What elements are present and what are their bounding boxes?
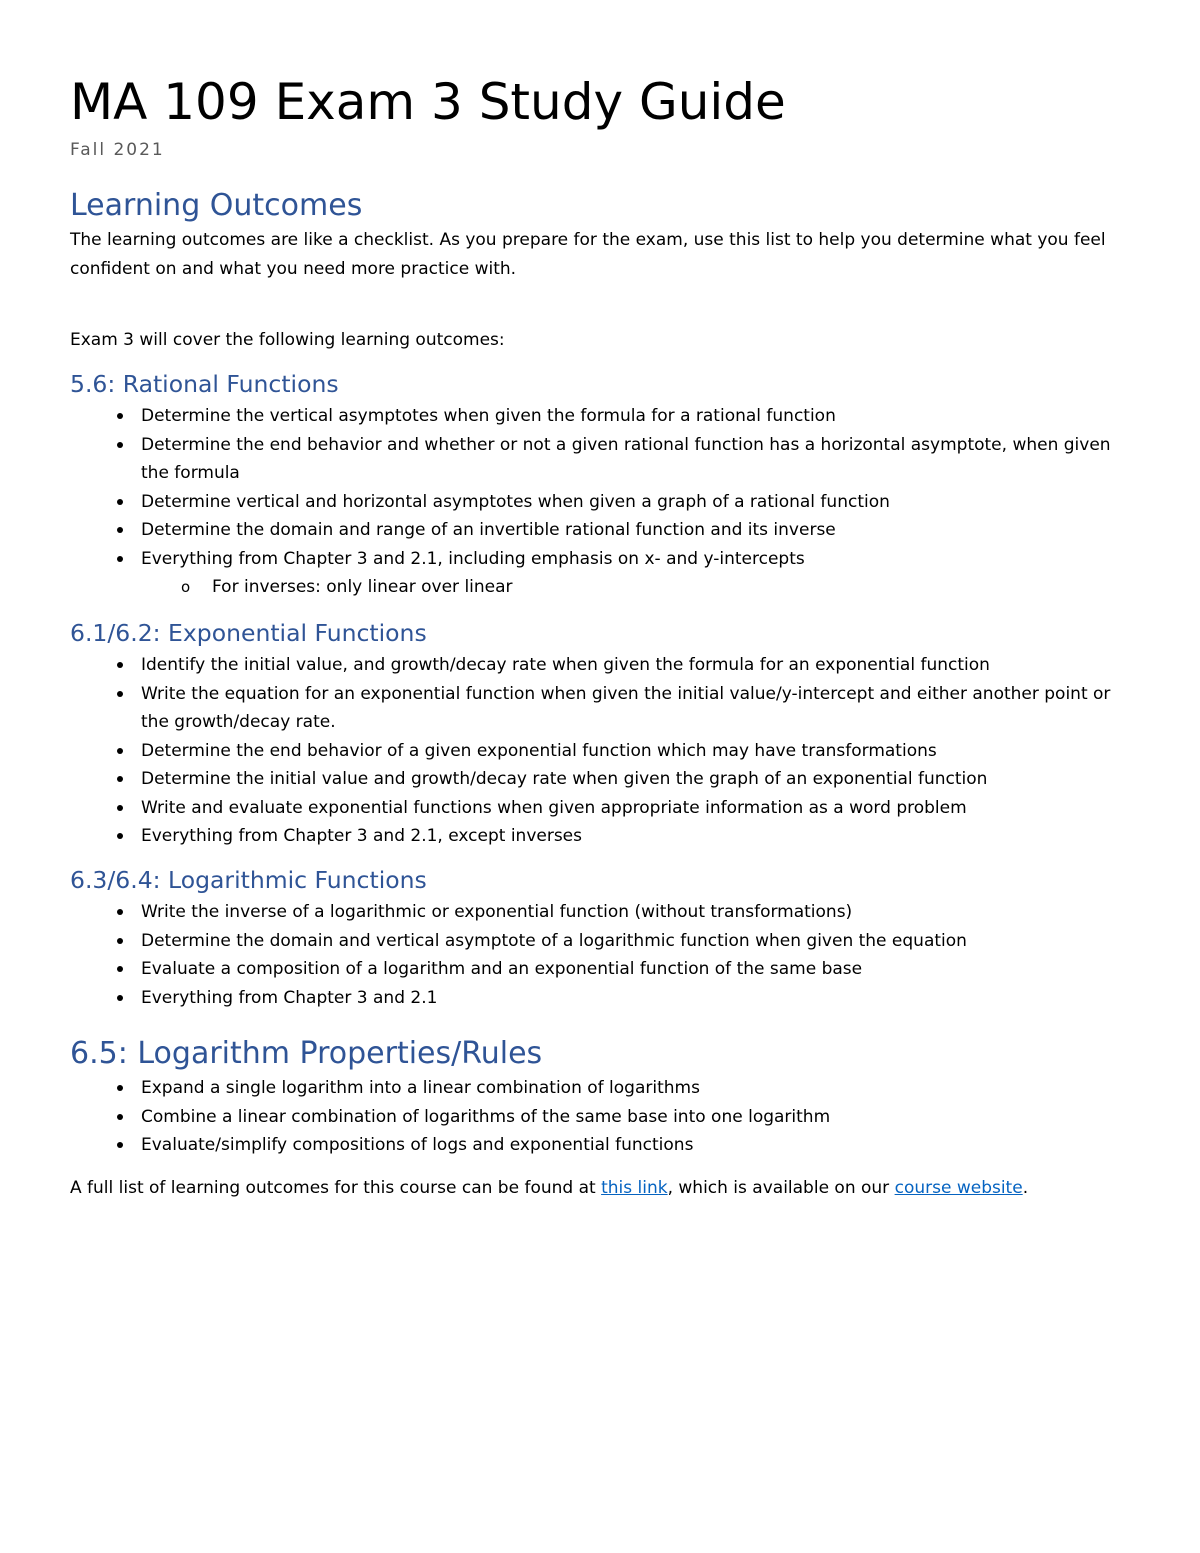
section-heading-rational-functions: 5.6: Rational Functions [70,370,339,398]
bullet-icon [117,662,123,668]
list-item [70,1103,1130,1132]
sub-list-item-text: For inverses: only linear over linear [212,577,513,597]
bullet-icon [117,805,123,811]
list-item [70,927,1130,956]
document-subtitle: Fall 2021 [70,140,165,160]
bullet-icon [117,938,123,944]
list-item [70,822,1130,851]
footer-text-before: A full list of learning outcomes for this course can be found at [70,1178,602,1198]
footer-paragraph [70,1174,1130,1203]
list-item-text: Everything from Chapter 3 and 2.1, except inverses [141,826,582,846]
list-item [70,1131,1130,1160]
bullet-icon [117,776,123,782]
bullet-icon [117,442,123,448]
list-item [70,516,1130,545]
list-item [70,545,1130,574]
list-item [70,488,1130,517]
bullet-icon [117,527,123,533]
list-item-text: Evaluate a composition of a logarithm and an exponential function of the same base [141,959,863,979]
list-item-text: Determine the vertical asymptotes when given the formula for a rational function [141,406,836,426]
document-title: MA 109 Exam 3 Study Guide [70,73,786,131]
section-heading-logarithmic-functions: 6.3/6.4: Logarithmic Functions [70,866,427,894]
bullet-icon [117,1142,123,1148]
bullet-icon [117,1114,123,1120]
sub-list-item [70,573,1130,602]
list-item-text: Evaluate/simplify compositions of logs and exponential functions [141,1135,694,1155]
list-item-text: Combine a linear combination of logarithms of the same base into one logarithm [141,1106,831,1127]
list-item-text: Determine the initial value and growth/decay rate when given the graph of an exponential function [141,769,988,789]
list-item-text: Write and evaluate exponential functions when given appropriate information as a word problem [141,797,967,818]
logarithmic-functions-list [70,898,1130,1012]
list-item-text: Identify the initial value, and growth/decay rate when given the formula for an exponential function [141,655,990,675]
list-item-text: Write the inverse of a logarithmic or exponential function (without transformations) [141,902,853,922]
bullet-icon [117,499,123,505]
list-item [70,402,1130,431]
intro-paragraph: The learning outcomes are like a checklist. As you prepare for the exam, use this list to help you determine what you feel confident on and what you need more practice with. [70,230,1106,279]
bullet-icon [117,909,123,915]
list-item-text: Determine the domain and vertical asymptote of a logarithmic function when given the equation [141,930,967,951]
learning-outcomes-heading: Learning Outcomes [70,188,363,223]
footer-text-after: . [1022,1178,1029,1198]
list-item [70,898,1130,927]
bullet-icon [117,556,123,562]
list-item [70,431,1130,488]
list-item [70,984,1130,1013]
bullet-icon [117,413,123,419]
bullet-icon [117,966,123,972]
this-link[interactable]: this link [601,1178,668,1198]
list-item-text: Everything from Chapter 3 and 2.1, including emphasis on x- and y-intercepts [141,548,805,569]
list-item-text: Determine the end behavior and whether or not a given rational function has a horizontal asymptote, when given the formula [141,434,1111,483]
list-item [70,680,1130,737]
list-item [70,1074,1130,1103]
section-heading-logarithm-properties: 6.5: Logarithm Properties/Rules [70,1036,543,1071]
list-item-text: Determine vertical and horizontal asymptotes when given a graph of a rational function [141,491,890,512]
bullet-icon [117,691,123,697]
course-website-link[interactable]: course website [894,1178,1023,1198]
bullet-icon [117,995,123,1001]
list-item-text: Everything from Chapter 3 and 2.1 [141,987,438,1008]
list-item [70,765,1130,794]
hollow-bullet-icon: o [181,578,191,596]
list-item-text: Expand a single logarithm into a linear combination of logarithms [141,1078,700,1098]
list-item [70,651,1130,680]
list-item [70,794,1130,823]
list-item [70,737,1130,766]
logarithm-properties-list [70,1074,1130,1160]
bullet-icon [117,1085,123,1091]
list-item-text: Determine the end behavior of a given exponential function which may have transformations [141,740,937,761]
section-heading-exponential-functions: 6.1/6.2: Exponential Functions [70,619,427,647]
bullet-icon [117,833,123,839]
bullet-icon [117,748,123,754]
list-item-text: Write the equation for an exponential function when given the initial value/y-intercept and either another point or the growth/decay rate. [141,683,1111,732]
list-item [70,955,1130,984]
rational-functions-list [70,402,1130,602]
cover-paragraph: Exam 3 will cover the following learning outcomes: [70,330,505,350]
footer-text-middle: , which is available on our [667,1178,895,1198]
list-item-text: Determine the domain and range of an invertible rational function and its inverse [141,520,836,540]
exponential-functions-list [70,651,1130,851]
